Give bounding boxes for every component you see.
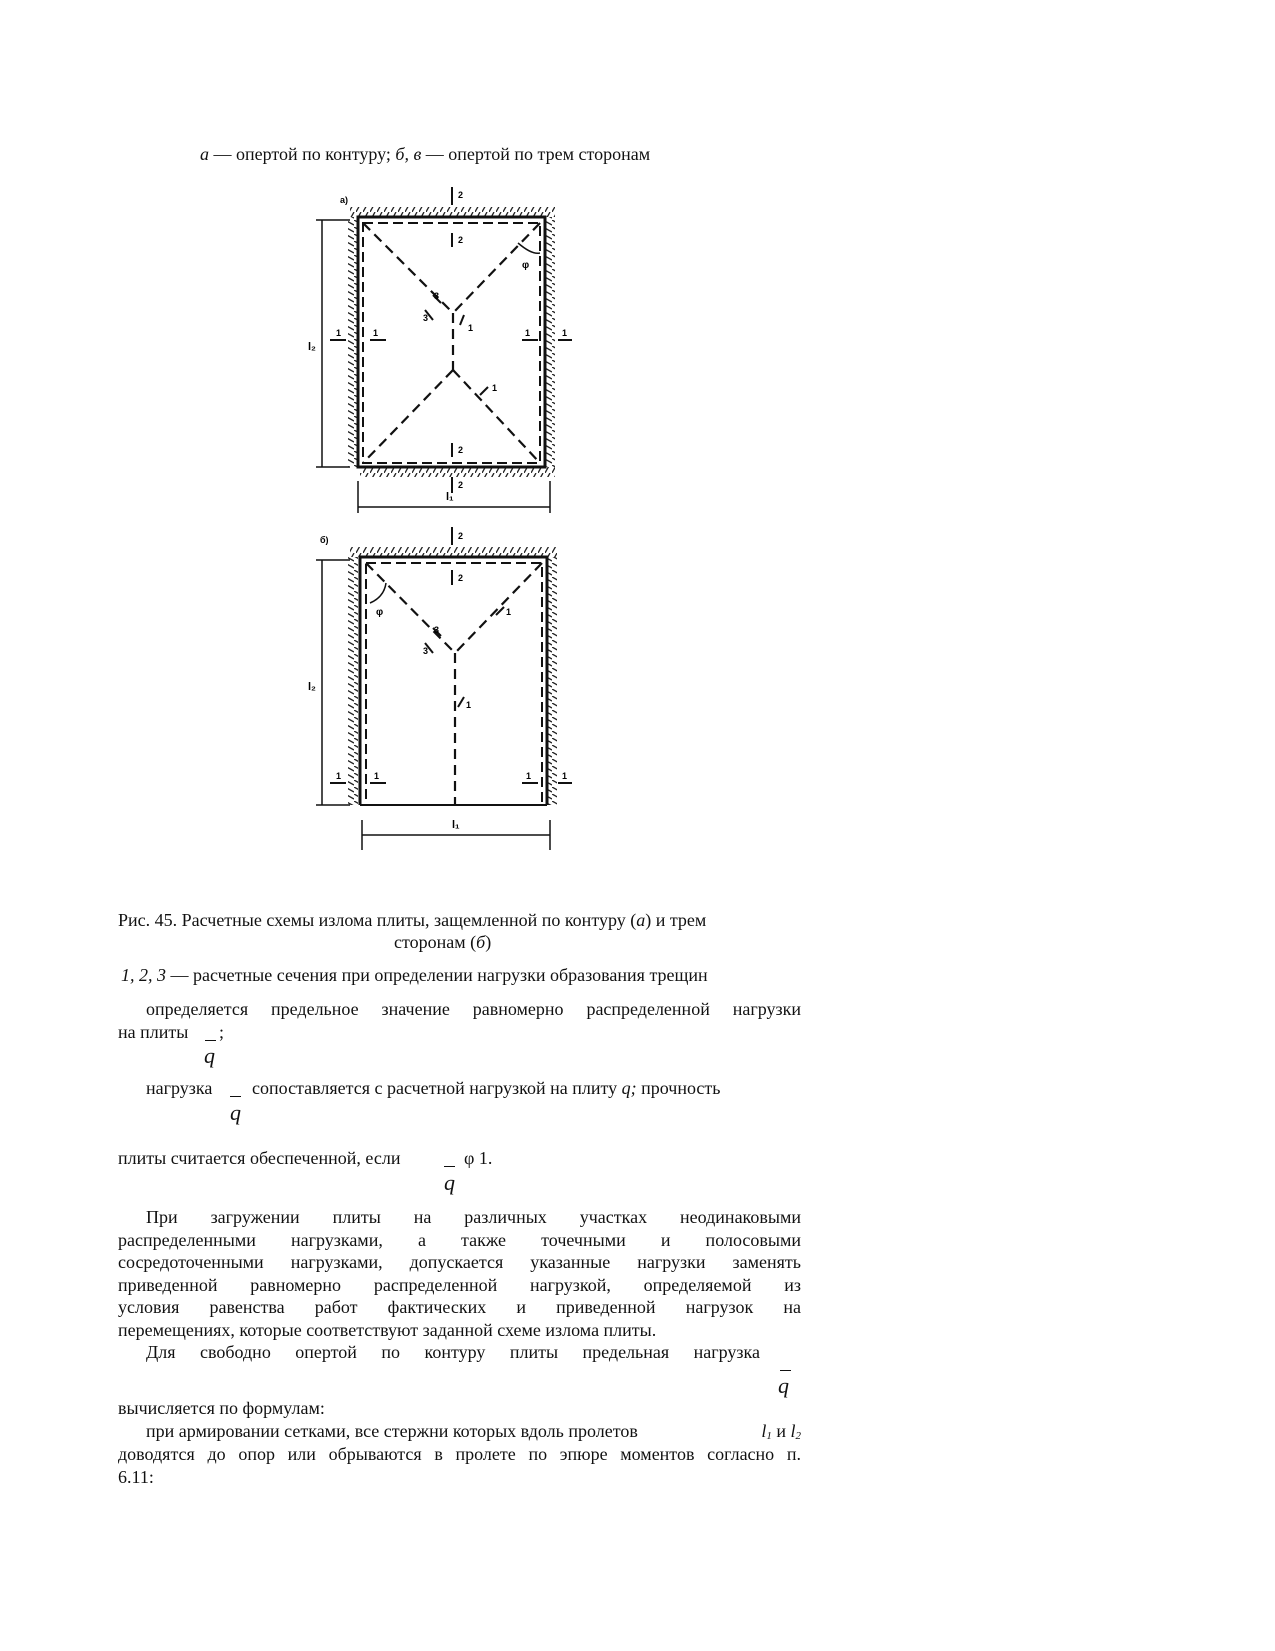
panel-a-label: а) <box>340 195 349 205</box>
q-symbol-3: q <box>444 1170 455 1195</box>
p1-line1: определяется предельное значение равномерно распределенной нагрузки <box>146 999 801 1019</box>
dim-l2-label-a: l₂ <box>308 341 316 353</box>
panel-a <box>308 187 572 513</box>
p4-line: перемещениях, которые соответствуют заданной схеме излома плиты. <box>118 1319 657 1340</box>
figure-45-diagram <box>300 185 620 885</box>
svg-text:1: 1 <box>562 771 568 781</box>
p1-line2: на плиты <box>118 1022 189 1042</box>
svg-text:2: 2 <box>458 480 464 490</box>
dimension-l2-a <box>316 220 350 467</box>
svg-text:1: 1 <box>492 383 498 393</box>
q-symbol-1: q <box>204 1043 215 1068</box>
svg-text:1: 1 <box>336 771 342 781</box>
p2-a: нагрузка <box>146 1078 213 1098</box>
subtitle-bv-text: — опертой по трем сторонам <box>421 144 651 164</box>
svg-text:1: 1 <box>526 771 532 781</box>
p6-l-vars: $l_1$ и $l_2$ <box>761 1421 801 1442</box>
p5-line2: вычисляется по формулам: <box>118 1398 325 1418</box>
p4-line: При загружении плиты на различных участках неодинаковыми <box>146 1207 801 1227</box>
svg-text:2: 2 <box>458 573 464 583</box>
svg-text:1: 1 <box>562 328 568 338</box>
svg-text:2: 2 <box>458 445 464 455</box>
slab-inner-a <box>363 223 540 463</box>
q-bar-1 <box>205 1040 216 1041</box>
panel-b-label: б) <box>320 535 329 545</box>
yield-lines-b <box>366 563 542 805</box>
p5-line1: Для свободно опертой по контуру плиты предельная нагрузка <box>146 1342 760 1362</box>
angle-label-b: φ <box>376 607 384 618</box>
svg-text:2: 2 <box>458 531 464 541</box>
subtitle-a: а <box>200 144 209 164</box>
svg-text:3: 3 <box>434 625 440 635</box>
p4-line: сосредоточенными нагрузками, допускается указанные нагрузки заменять <box>118 1252 801 1273</box>
svg-text:1: 1 <box>466 700 472 710</box>
paragraph-4 <box>118 1206 801 1342</box>
section-marks-a <box>330 187 572 493</box>
sections-note: 1, 2, 3 — расчетные сечения при определении нагрузки образования трещин <box>121 965 708 985</box>
angle-label-a: φ <box>522 260 530 271</box>
q-bar-2 <box>230 1096 241 1097</box>
p3-a: плиты считается обеспеченной, если <box>118 1148 401 1168</box>
yield-lines-a <box>363 223 540 463</box>
p3-b: φ 1. <box>464 1148 493 1168</box>
q-symbol-4: q <box>778 1373 789 1398</box>
dim-l2-label-b: l₂ <box>308 681 316 693</box>
svg-text:3: 3 <box>423 646 429 656</box>
subtitle-bv: б, в <box>395 144 422 164</box>
svg-text:1: 1 <box>468 323 474 333</box>
support-left-b <box>348 557 358 805</box>
p4-line: условия равенства работ фактических и приведенной нагрузок на <box>118 1297 801 1318</box>
figure-caption-line1: Рис. 45. Расчетные схемы излома плиты, защемленной по контуру (а) и трем <box>118 910 707 930</box>
p1-semicolon: ; <box>219 1022 225 1042</box>
p6-line3: 6.11: <box>118 1467 154 1487</box>
dim-l1-label-a: l₁ <box>446 491 454 503</box>
svg-text:2: 2 <box>458 235 464 245</box>
svg-text:3: 3 <box>434 291 440 301</box>
p6-line2: доводятся до опор или обрываются в пролете по эпюре моментов согласно п. <box>118 1444 801 1464</box>
dimension-l2-b <box>316 560 350 805</box>
slab-outline-a <box>358 217 545 467</box>
p4-line: распределенными нагрузками, а также точечными и полосовыми <box>118 1229 801 1250</box>
angle-arc-b <box>370 583 386 603</box>
subtitle-a-text: — опертой по контуру; <box>209 144 396 164</box>
angle-arc-a <box>518 243 540 253</box>
q-symbol-2: q <box>230 1100 241 1125</box>
svg-text:3: 3 <box>423 313 429 323</box>
p6-line1: при армировании сетками, все стержни которых вдоль пролетов $l_1$ и $l_2$ <box>146 1420 801 1447</box>
svg-text:1: 1 <box>374 771 380 781</box>
panel-b <box>308 527 572 850</box>
dimension-l1-a <box>358 481 550 513</box>
svg-text:1: 1 <box>373 328 379 338</box>
q-bar-4 <box>780 1370 791 1371</box>
dim-l1-label-b: l₁ <box>452 819 460 831</box>
svg-text:1: 1 <box>336 328 342 338</box>
figure-caption-line2: сторонам (б) <box>394 932 492 952</box>
svg-text:1: 1 <box>525 328 531 338</box>
figure-subtitle <box>200 143 650 165</box>
svg-text:1: 1 <box>506 607 512 617</box>
p2-b: сопоставляется с расчетной нагрузкой на плиту q; прочность <box>252 1078 721 1098</box>
p4-line: приведенной равномерно распределенной нагрузкой, определяемой из <box>118 1274 801 1295</box>
svg-text:2: 2 <box>458 190 464 200</box>
slab-outline-b <box>360 557 547 805</box>
q-bar-3 <box>444 1166 455 1167</box>
